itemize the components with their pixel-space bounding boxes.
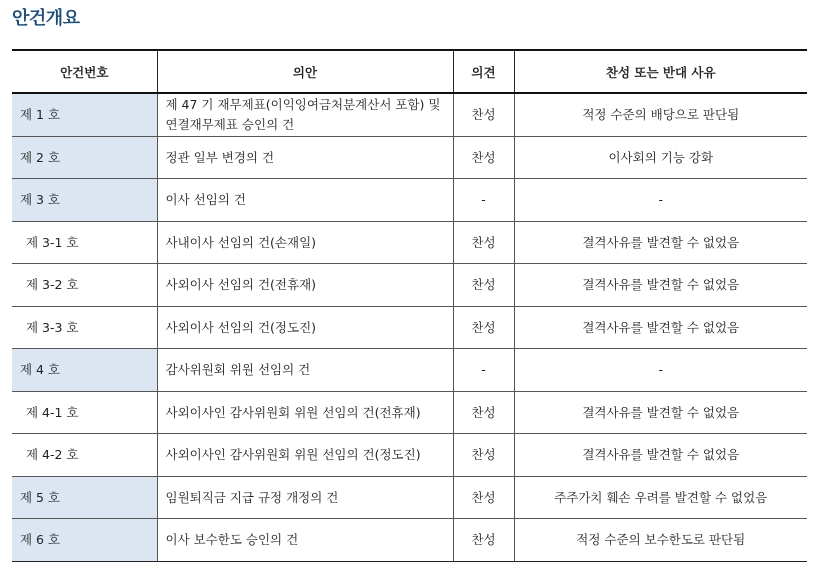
agenda-item-cell: 사외이사 선임의 건(전휴재) [157, 264, 453, 307]
reason-cell: 적정 수준의 배당으로 판단됨 [514, 93, 807, 136]
header-agenda-number: 안건번호 [12, 50, 157, 93]
reason-cell: 결격사유를 발견할 수 없었음 [514, 264, 807, 307]
header-reason: 찬성 또는 반대 사유 [514, 50, 807, 93]
table-row [12, 349, 807, 392]
opinion-cell: 찬성 [453, 136, 514, 179]
opinion-cell: 찬성 [453, 476, 514, 519]
reason-cell: 적정 수준의 보수한도로 판단됨 [514, 519, 807, 562]
opinion-cell: 찬성 [453, 93, 514, 136]
agenda-item-cell: 이사 보수한도 승인의 건 [157, 519, 453, 562]
opinion-cell: - [453, 349, 514, 392]
agenda-item-cell: 임원퇴직금 지급 규정 개정의 건 [157, 476, 453, 519]
reason-cell: 결격사유를 발견할 수 없었음 [514, 306, 807, 349]
opinion-cell: 찬성 [453, 221, 514, 264]
agenda-item-cell: 사외이사인 감사위원회 위원 선임의 건(정도진) [157, 434, 453, 477]
agenda-item-cell: 제 47 기 재무제표(이익잉여금처분계산서 포함) 및 연결재무제표 승인의 건 [157, 93, 453, 136]
agenda-item-cell: 이사 선임의 건 [157, 179, 453, 222]
table-header-row [12, 50, 807, 93]
agenda-number-cell: 제 3-1 호 [12, 221, 157, 264]
opinion-cell: 찬성 [453, 434, 514, 477]
table-body [12, 93, 807, 561]
agenda-number-cell: 제 2 호 [12, 136, 157, 179]
table-row [12, 519, 807, 562]
opinion-cell: 찬성 [453, 391, 514, 434]
table-row [12, 264, 807, 307]
reason-cell: 결격사유를 발견할 수 없었음 [514, 434, 807, 477]
table-row [12, 93, 807, 136]
agenda-item-cell: 사외이사인 감사위원회 위원 선임의 건(전휴재) [157, 391, 453, 434]
reason-cell: 결격사유를 발견할 수 없었음 [514, 221, 807, 264]
table-row [12, 306, 807, 349]
agenda-item-cell: 감사위원회 위원 선임의 건 [157, 349, 453, 392]
header-agenda-item: 의안 [157, 50, 453, 93]
page-title: 안건개요 [12, 8, 80, 29]
table-row [12, 136, 807, 179]
agenda-number-cell: 제 3-2 호 [12, 264, 157, 307]
opinion-cell: 찬성 [453, 306, 514, 349]
agenda-number-cell: 제 4 호 [12, 349, 157, 392]
agenda-item-cell: 사내이사 선임의 건(손재일) [157, 221, 453, 264]
agenda-number-cell: 제 1 호 [12, 93, 157, 136]
table-row [12, 179, 807, 222]
reason-cell: 이사회의 기능 강화 [514, 136, 807, 179]
agenda-number-cell: 제 3-3 호 [12, 306, 157, 349]
agenda-number-cell: 제 4-1 호 [12, 391, 157, 434]
reason-cell: 주주가치 훼손 우려를 발견할 수 없었음 [514, 476, 807, 519]
table-row [12, 434, 807, 477]
agenda-item-cell: 정관 일부 변경의 건 [157, 136, 453, 179]
table-row [12, 391, 807, 434]
agenda-number-cell: 제 3 호 [12, 179, 157, 222]
opinion-cell: 찬성 [453, 264, 514, 307]
table-row [12, 476, 807, 519]
agenda-table [12, 49, 807, 562]
reason-cell: - [514, 349, 807, 392]
table-row [12, 221, 807, 264]
reason-cell: - [514, 179, 807, 222]
opinion-cell: 찬성 [453, 519, 514, 562]
reason-cell: 결격사유를 발견할 수 없었음 [514, 391, 807, 434]
agenda-item-cell: 사외이사 선임의 건(정도진) [157, 306, 453, 349]
opinion-cell: - [453, 179, 514, 222]
agenda-number-cell: 제 6 호 [12, 519, 157, 562]
header-opinion: 의견 [453, 50, 514, 93]
agenda-number-cell: 제 4-2 호 [12, 434, 157, 477]
agenda-number-cell: 제 5 호 [12, 476, 157, 519]
